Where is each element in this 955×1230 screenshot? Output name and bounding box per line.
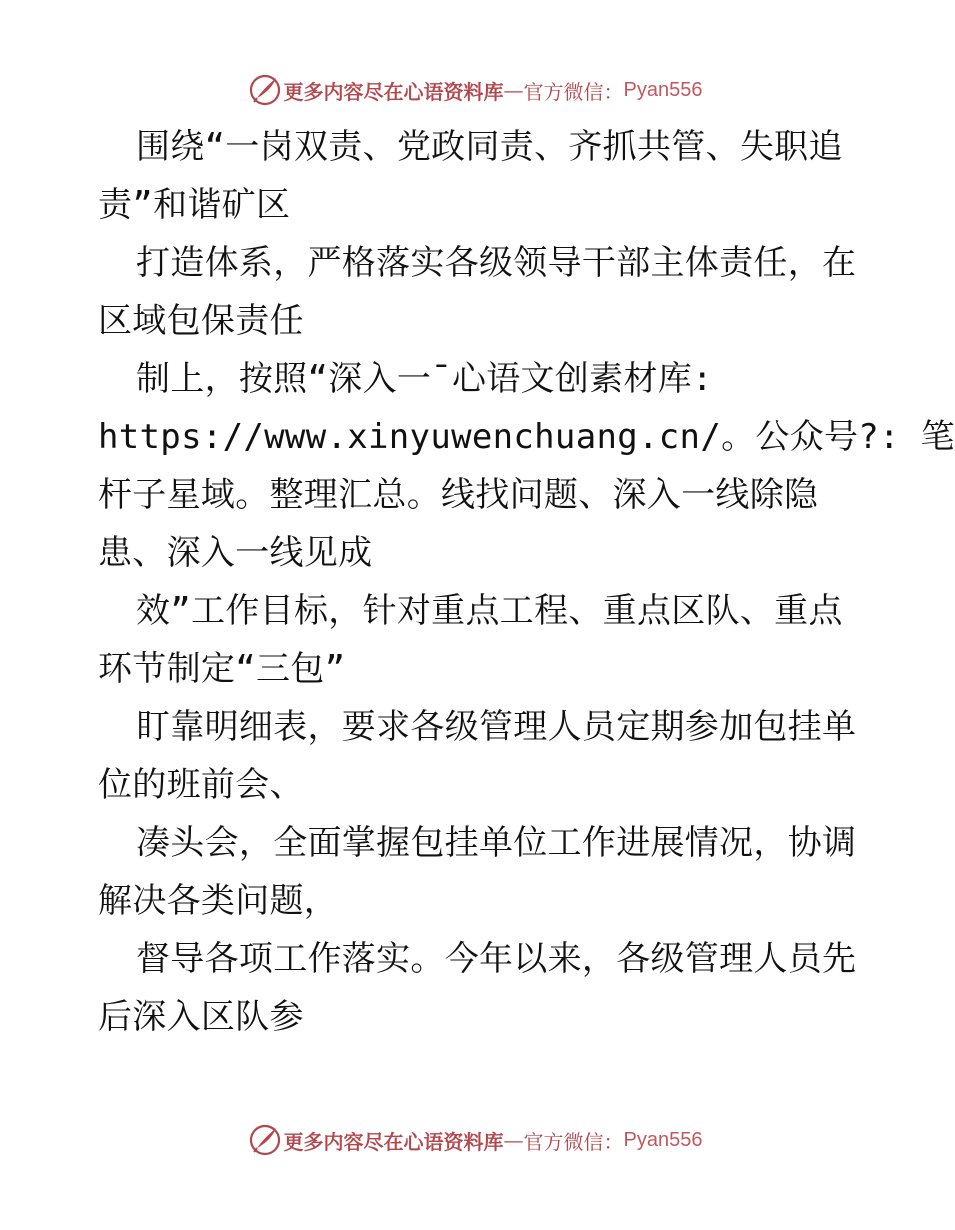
banner-wechat-label: 官方微信：	[523, 79, 624, 104]
body-line: https://www.xinyuwenchuang.cn/。公众号?: 笔	[98, 417, 955, 457]
body-line: 责”和谐矿区	[98, 185, 291, 225]
document-body	[98, 118, 955, 1046]
header-banner	[0, 70, 950, 110]
quill-pen-logo-icon	[248, 1123, 282, 1157]
body-line: 解决各类问题，	[98, 881, 339, 921]
body-line: 位的班前会、	[98, 765, 304, 805]
body-line: 区域包保责任	[98, 301, 304, 341]
quill-pen-logo-icon	[248, 73, 282, 107]
banner-wechat-label: 官方微信：	[523, 1129, 624, 1154]
body-line: 打造体系，严格落实各级领导干部主体责任，在	[136, 243, 857, 283]
body-line: 凑头会，全面掌握包挂单位工作进展情况，协调	[136, 823, 857, 863]
banner-site-text: 更多内容尽在心语资料库	[283, 1129, 504, 1154]
body-line: 制上，按照“深入一¯心语文创素材库:	[136, 359, 713, 399]
body-line: 督导各项工作落实。今年以来，各级管理人员先	[136, 939, 857, 979]
banner-wechat-id: Pyan556	[623, 78, 703, 101]
body-line: 盯靠明细表，要求各级管理人员定期参加包挂单	[136, 707, 857, 747]
banner-separator: —	[503, 78, 524, 102]
body-line: 围绕“一岗双责、党政同责、齐抓共管、失职追	[136, 127, 843, 167]
body-line: 患、深入一线见成	[98, 533, 373, 573]
banner-site-text: 更多内容尽在心语资料库	[283, 79, 504, 104]
body-line: 环节制定“三包”	[98, 649, 346, 689]
footer-banner	[0, 1120, 950, 1160]
banner-wechat-id: Pyan556	[623, 1128, 703, 1151]
body-line: 杆子星域。整理汇总。线找问题、深入一线除隐	[98, 475, 819, 515]
body-line: 后深入区队参	[98, 997, 304, 1037]
body-line: 效”工作目标，针对重点工程、重点区队、重点	[136, 591, 843, 631]
banner-separator: —	[503, 1128, 524, 1152]
